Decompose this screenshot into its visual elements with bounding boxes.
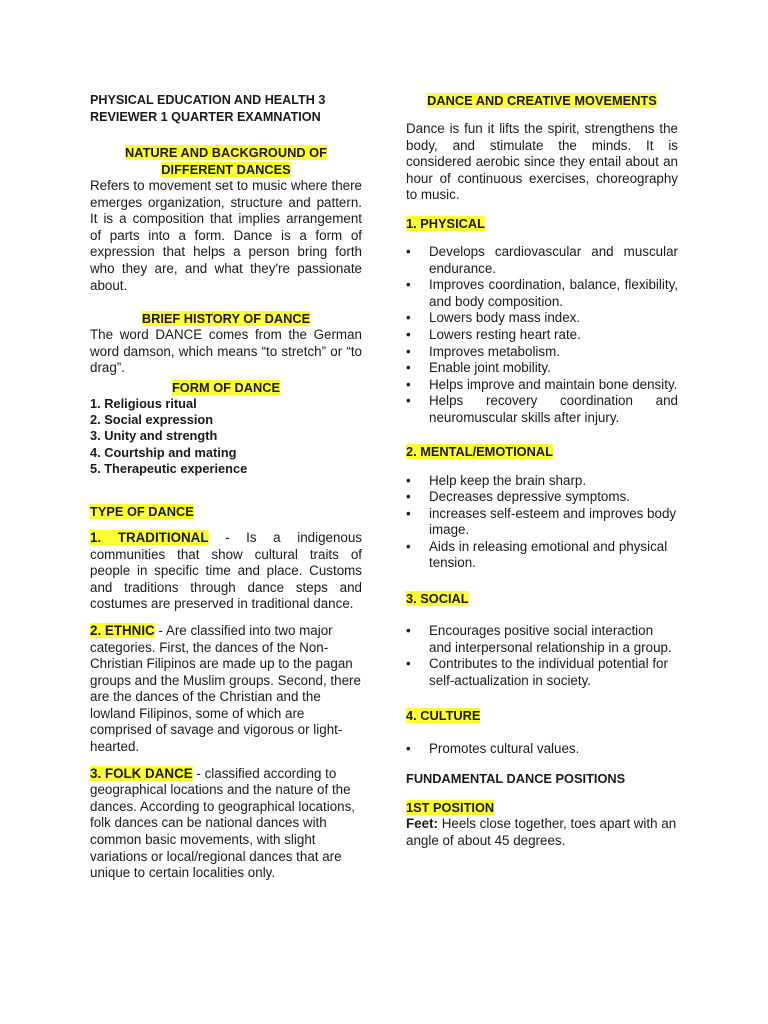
left-column — [90, 92, 362, 882]
folk-dance-text: - classified according to geographical locations and the nature of the dances. According to geographical locations, folk dances can be national dances with common basic movements, with slight variations or local/regional dances that are unique to certain localities only. — [90, 765, 356, 881]
bullet-icon: • — [406, 326, 411, 342]
list-item — [406, 656, 678, 689]
list-item — [406, 277, 678, 310]
traditional-paragraph — [90, 530, 362, 613]
dance-creative-text: Dance is fun it lifts the spirit, strengthens the body, and stimulate the minds. It is considered aerobic since they entail about an hour of continuous exercises, choreography to music. — [406, 121, 678, 203]
list-item — [406, 377, 678, 394]
list-item — [406, 741, 678, 758]
list-item-text: Improves coordination, balance, flexibility, and body composition. — [429, 277, 678, 309]
folk-dance-paragraph — [90, 766, 362, 882]
list-item-text: Lowers resting heart rate. — [429, 326, 581, 342]
culture-benefits-list — [406, 741, 678, 758]
bullet-icon: • — [406, 343, 411, 359]
bullet-icon: • — [406, 310, 411, 326]
culture-heading-label: 4. CULTURE — [406, 708, 481, 724]
list-item-text: Enable joint mobility. — [429, 360, 551, 376]
bullet-icon: • — [406, 656, 411, 672]
form-item: 3. Unity and strength — [90, 428, 218, 444]
right-column — [406, 92, 678, 849]
type-heading — [90, 503, 362, 520]
history-text: The word DANCE comes from the German word damson, which means “to stretch” or “to drag”. — [90, 327, 362, 376]
bullet-icon: • — [406, 360, 411, 376]
list-item — [406, 360, 678, 377]
fundamental-positions-heading: FUNDAMENTAL DANCE POSITIONS — [406, 771, 626, 787]
nature-heading-line-1: NATURE AND BACKGROUND OF — [125, 145, 327, 160]
list-item — [406, 506, 678, 539]
list-item-text: Aids in releasing emotional and physical tension. — [429, 538, 668, 571]
form-item: 2. Social expression — [90, 412, 214, 428]
ethnic-label: 2. ETHNIC — [90, 622, 155, 638]
physical-heading — [406, 215, 678, 232]
list-item-text: Develops cardiovascular and muscular endurance. — [429, 243, 678, 276]
nature-heading-line-2: DIFFERENT DANCES — [161, 162, 291, 177]
physical-benefits-list — [406, 244, 678, 427]
form-heading-label: FORM OF DANCE — [171, 379, 281, 395]
list-item-text: Help keep the brain sharp. — [429, 472, 587, 488]
folk-dance-label: 3. FOLK DANCE — [90, 765, 193, 781]
list-item — [406, 327, 678, 344]
mental-heading-label: 2. MENTAL/EMOTIONAL — [406, 443, 553, 459]
list-item — [406, 623, 678, 656]
form-item: 4. Courtship and mating — [90, 444, 237, 460]
culture-heading — [406, 707, 678, 724]
list-item-text: Helps recovery coordination and neuromuscular skills after injury. — [429, 393, 678, 425]
nature-text: Refers to movement set to music where there emerges organization, structure and pattern. It is a composition that implies arrangement of parts into a form. Dance is a form of expression that helps a person bring forth who they are, and what they're passionate about. — [90, 178, 362, 293]
dance-creative-heading-label: DANCE AND CREATIVE MOVEMENTS — [427, 93, 657, 108]
traditional-text: - Is a indigenous communities that show cultural traits of people in specific time and place. Customs and traditions through dance steps and costumes are preserved in traditional dance. — [90, 529, 362, 612]
list-item-text: Contributes to the individual potential for self-actualization in society. — [429, 656, 668, 688]
list-item-text: Decreases depressive symptoms. — [429, 489, 630, 505]
nature-heading — [90, 144, 362, 178]
history-heading-label: BRIEF HISTORY OF DANCE — [141, 311, 311, 327]
form-item: 1. Religious ritual — [90, 395, 197, 411]
list-item — [406, 393, 678, 426]
document-title-line-2: REVIEWER 1 QUARTER EXAMNATION — [90, 110, 321, 124]
bullet-icon: • — [406, 277, 411, 293]
list-item-text: Lowers body mass index. — [429, 310, 581, 326]
feet-text: Heels close together, toes apart with an angle of about 45 degrees. — [406, 816, 677, 848]
ethnic-text: - Are classified into two major categories. First, the dances of the Non-Christian Filipinos are made up to the pagan groups and the Muslim groups. Second, there are the dances of the Christian and the lowland Filipinos, some of which are comprised of savage and vigorous or light-hearted. — [90, 622, 361, 755]
type-heading-label: TYPE OF DANCE — [90, 503, 194, 519]
social-benefits-list — [406, 623, 678, 689]
bullet-icon: • — [406, 505, 411, 521]
list-item-text: Promotes cultural values. — [429, 741, 580, 757]
list-item — [406, 344, 678, 361]
mental-heading — [406, 443, 678, 460]
traditional-label: 1. TRADITIONAL — [90, 529, 209, 545]
list-item-text: Helps improve and maintain bone density. — [429, 376, 678, 392]
physical-heading-label: 1. PHYSICAL — [406, 215, 485, 231]
bullet-icon: • — [406, 538, 411, 554]
dance-creative-heading — [406, 92, 678, 109]
form-heading — [90, 379, 362, 396]
bullet-icon: • — [406, 472, 411, 488]
list-item — [406, 244, 678, 277]
bullet-icon: • — [406, 489, 411, 505]
list-item — [406, 539, 678, 572]
ethnic-paragraph — [90, 623, 362, 756]
document-title-line-1: PHYSICAL EDUCATION AND HEALTH 3 — [90, 93, 326, 107]
forms-list — [90, 396, 362, 477]
bullet-icon: • — [406, 393, 411, 409]
list-item-text: Improves metabolism. — [429, 343, 560, 359]
bullet-icon: • — [406, 623, 411, 639]
bullet-icon: • — [406, 741, 411, 757]
form-item: 5. Therapeutic experience — [90, 460, 248, 476]
social-heading — [406, 590, 678, 607]
mental-benefits-list — [406, 473, 678, 573]
bullet-icon: • — [406, 376, 411, 392]
history-heading — [90, 310, 362, 327]
list-item-text: increases self-esteem and improves body image. — [429, 505, 677, 538]
first-position-heading-label: 1ST POSITION — [406, 800, 495, 816]
social-heading-label: 3. SOCIAL — [406, 591, 469, 607]
first-position-heading — [406, 799, 678, 816]
list-item — [406, 489, 678, 506]
list-item — [406, 310, 678, 327]
list-item — [406, 473, 678, 490]
first-position-text — [406, 816, 678, 849]
bullet-icon: • — [406, 243, 411, 259]
list-item-text: Encourages positive social interaction and interpersonal relationship in a group. — [429, 623, 672, 655]
feet-label: Feet: — [406, 816, 438, 832]
